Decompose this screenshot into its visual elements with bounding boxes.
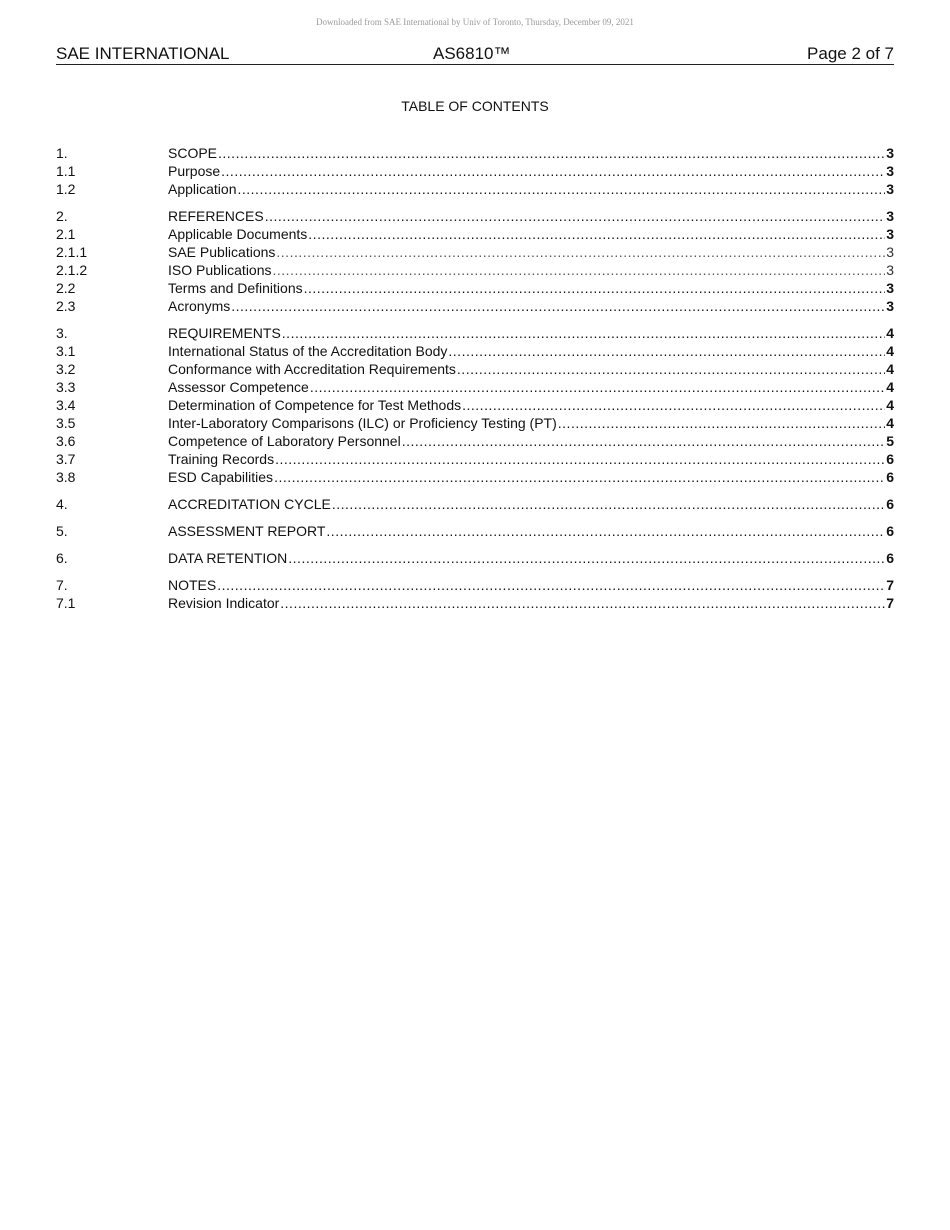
toc-number: 7.1 (56, 595, 76, 611)
toc-entry[interactable] (56, 594, 894, 612)
toc-page: 4 (886, 325, 894, 341)
toc-leader (221, 162, 885, 180)
toc-leader (288, 549, 885, 567)
toc-leader (326, 522, 885, 540)
toc-label: ACCREDITATION CYCLE (168, 496, 331, 512)
toc-label: REFERENCES (168, 208, 264, 224)
toc-number: 2.3 (56, 298, 76, 314)
toc-number: 3.1 (56, 343, 76, 359)
toc-entry[interactable] (56, 243, 894, 261)
toc-leader (217, 576, 885, 594)
toc-number: 3.5 (56, 415, 76, 431)
toc-leader (558, 414, 885, 432)
toc-number: 2.1.1 (56, 244, 88, 260)
toc-label: DATA RETENTION (168, 550, 288, 566)
toc-leader (238, 180, 886, 198)
toc-label: REQUIREMENTS (168, 325, 281, 341)
toc-label: Determination of Competence for Test Methods (168, 397, 462, 413)
toc-leader (275, 450, 885, 468)
toc-entry[interactable] (56, 396, 894, 414)
toc-label: Acronyms (168, 298, 231, 314)
toc-label: Applicable Documents (168, 226, 308, 242)
toc-page: 4 (886, 415, 894, 431)
toc-leader (304, 279, 886, 297)
toc-page: 7 (886, 577, 894, 593)
toc-page: 4 (886, 361, 894, 377)
toc-entry[interactable] (56, 225, 894, 243)
toc-number: 3.4 (56, 397, 76, 413)
toc-page: 6 (886, 451, 894, 467)
toc-entry[interactable] (56, 342, 894, 360)
toc-entry[interactable] (56, 468, 894, 486)
toc-page: 3 (886, 163, 894, 179)
toc-leader (457, 360, 885, 378)
toc-number: 2.2 (56, 280, 76, 296)
toc-leader (276, 243, 885, 261)
toc-number: 3.6 (56, 433, 76, 449)
toc-entry[interactable] (56, 360, 894, 378)
toc-entry[interactable] (56, 180, 894, 198)
header-document-id: AS6810™ (433, 44, 511, 63)
toc-label: SCOPE (168, 145, 218, 161)
toc-page: 3 (886, 244, 894, 260)
toc-entry[interactable] (56, 324, 894, 342)
toc-entry[interactable] (56, 495, 894, 513)
toc-leader (218, 144, 885, 162)
toc-number: 2.1.2 (56, 262, 88, 278)
toc-leader (231, 297, 885, 315)
toc-number: 3.8 (56, 469, 76, 485)
toc-label: Application (168, 181, 237, 197)
toc-number: 6. (56, 550, 68, 566)
toc-label: International Status of the Accreditation Body (168, 343, 448, 359)
toc-leader (273, 261, 886, 279)
toc-page: 6 (886, 523, 894, 539)
toc-number: 1.1 (56, 163, 76, 179)
toc-entry[interactable] (56, 144, 894, 162)
toc-page: 3 (886, 226, 894, 242)
toc-entry[interactable] (56, 414, 894, 432)
toc-leader (462, 396, 885, 414)
toc-label: Purpose (168, 163, 221, 179)
header-page-number: Page 2 of 7 (807, 44, 894, 63)
toc-entry[interactable] (56, 279, 894, 297)
toc-entry[interactable] (56, 432, 894, 450)
toc-number: 3.7 (56, 451, 76, 467)
toc-number: 3.3 (56, 379, 76, 395)
toc-label: SAE Publications (168, 244, 276, 260)
toc-label: Competence of Laboratory Personnel (168, 433, 401, 449)
toc-entry[interactable] (56, 207, 894, 225)
toc-number: 7. (56, 577, 68, 593)
toc-entry[interactable] (56, 576, 894, 594)
toc-page: 6 (886, 496, 894, 512)
toc-page: 4 (886, 379, 894, 395)
download-watermark: Downloaded from SAE International by Univ of Toronto, Thursday, December 09, 2021 (316, 17, 634, 27)
toc-label: Terms and Definitions (168, 280, 303, 296)
toc-page: 3 (886, 262, 894, 278)
toc-number: 4. (56, 496, 68, 512)
toc-entry[interactable] (56, 162, 894, 180)
toc-leader (332, 495, 885, 513)
toc-leader (310, 378, 885, 396)
toc-leader (308, 225, 885, 243)
toc-label: Training Records (168, 451, 275, 467)
toc-leader (280, 594, 885, 612)
toc-entry[interactable] (56, 297, 894, 315)
toc-entry[interactable] (56, 378, 894, 396)
toc-entry[interactable] (56, 522, 894, 540)
toc-page: 6 (886, 550, 894, 566)
toc-entry[interactable] (56, 549, 894, 567)
table-of-contents (56, 144, 894, 612)
toc-leader (402, 432, 886, 450)
toc-page: 7 (886, 595, 894, 611)
toc-label: ESD Capabilities (168, 469, 274, 485)
toc-leader (265, 207, 886, 225)
toc-leader (274, 468, 885, 486)
toc-label: Revision Indicator (168, 595, 280, 611)
toc-entry[interactable] (56, 261, 894, 279)
page-header (56, 44, 894, 65)
toc-label: NOTES (168, 577, 217, 593)
toc-page: 3 (886, 181, 894, 197)
toc-label: ASSESSMENT REPORT (168, 523, 326, 539)
toc-page: 3 (886, 280, 894, 296)
toc-page: 6 (886, 469, 894, 485)
toc-page: 3 (886, 145, 894, 161)
toc-entry[interactable] (56, 450, 894, 468)
toc-page: 4 (886, 343, 894, 359)
toc-page: 3 (886, 298, 894, 314)
toc-label: ISO Publications (168, 262, 272, 278)
toc-label: Inter-Laboratory Comparisons (ILC) or Proficiency Testing (PT) (168, 415, 557, 431)
toc-leader (448, 342, 885, 360)
toc-label: Assessor Competence (168, 379, 309, 395)
toc-number: 2.1 (56, 226, 76, 242)
toc-number: 1. (56, 145, 68, 161)
toc-page: 4 (886, 397, 894, 413)
toc-title: TABLE OF CONTENTS (401, 98, 549, 114)
toc-label: Conformance with Accreditation Requirements (168, 361, 456, 377)
toc-number: 3. (56, 325, 68, 341)
toc-page: 3 (886, 208, 894, 224)
toc-number: 1.2 (56, 181, 76, 197)
toc-page: 5 (886, 433, 894, 449)
toc-leader (282, 324, 885, 342)
toc-number: 3.2 (56, 361, 76, 377)
toc-number: 5. (56, 523, 68, 539)
toc-number: 2. (56, 208, 68, 224)
header-organization: SAE INTERNATIONAL (56, 44, 230, 63)
